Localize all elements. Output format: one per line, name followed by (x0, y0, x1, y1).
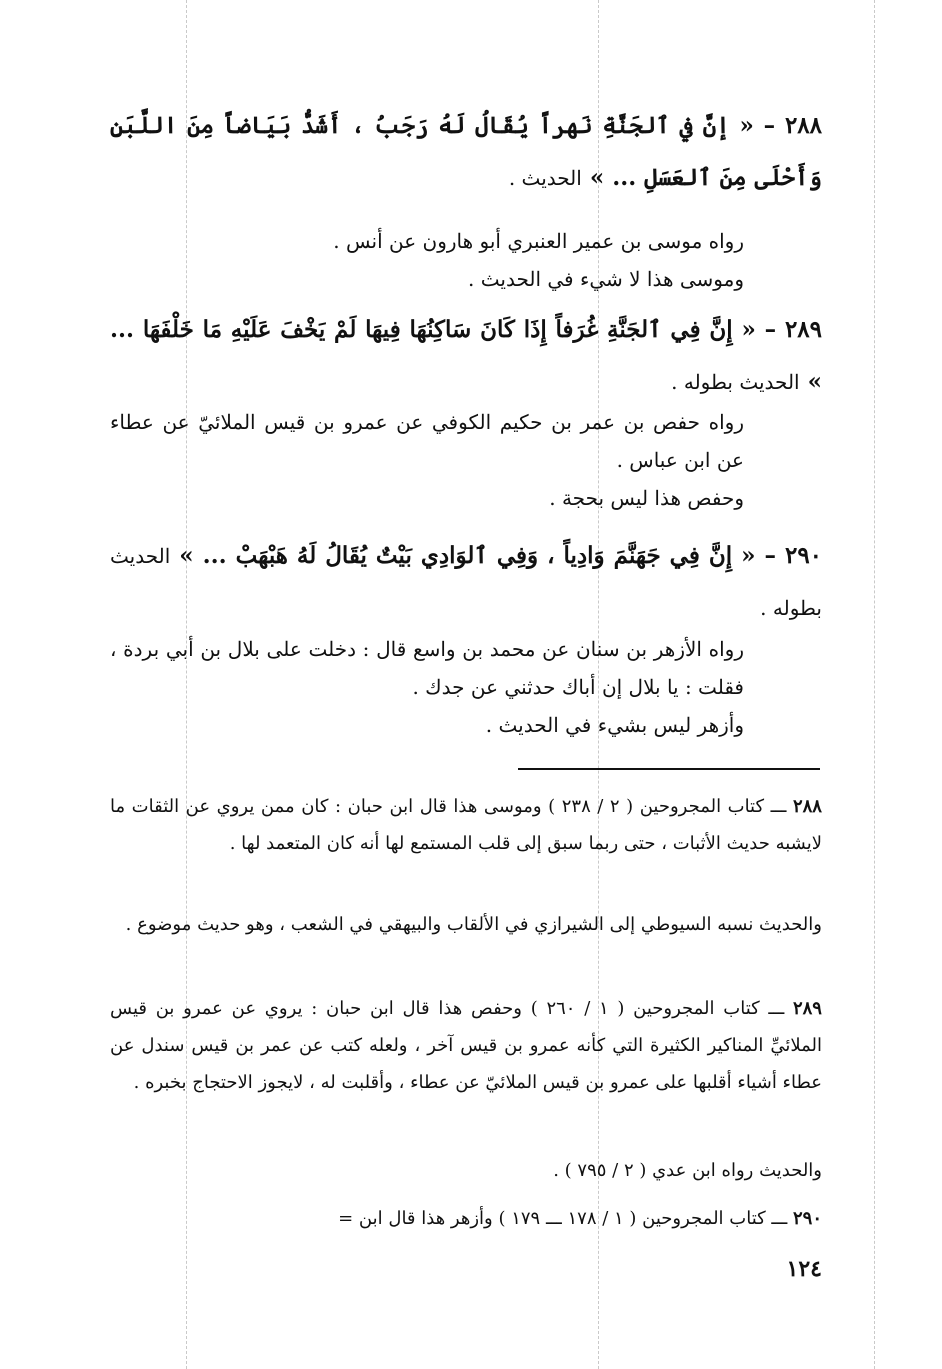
narration-290 (110, 630, 744, 744)
narration-line: رواه الأزهر بن سنان عن محمد بن واسع قال : دخلت على بلال بن أبي بردة ، فقلت : يا بلال إن أباك حدثني عن جدك . (110, 637, 744, 699)
page-number: ١٢٤ (786, 1256, 822, 1282)
footnote-number: ٢٨٩ (792, 998, 822, 1019)
footnote-text: ـــ كتاب المجروحين ( ١ / ٢٦٠ ) وحفص هذا قال ابن حبان : يروي عن عمرو بن قيس الملائيِّ المناكير الكثيرة التي كأنه عمرو بن قيس آخر ، ولعله كتب عن عمر بن قيس سندل عن عطاء أشياء أقلبها على عمرو بن قيس الملائيّ عن عطاء ، وأقلبت له ، لايجوز الاحتجاج بخبره . (110, 998, 822, 1093)
hadith-tail: الحديث بطوله . (671, 370, 800, 394)
footnote-288-extra (110, 906, 822, 943)
hadith-number: ٢٩٠ (784, 542, 823, 569)
narration-line: وموسى هذا لا شيء في الحديث . (468, 267, 744, 291)
footnote-text: ـــ كتاب المجروحين ( ٢ / ٢٣٨ ) وموسى هذا قال ابن حبان : كان ممن يروي عن الثقات ما لايشبه حديث الأثبات ، حتى ربما سبق إلى قلب المستمع لها أنه كان المتعمد لها . (110, 796, 822, 854)
footnote-number: ٢٨٨ (792, 796, 822, 817)
hadith-288: ٢٨٨ – « إنَّ في ٱلجَنَّةِ نَهراً يُقَالُ لَهُ رَجَبُ ، أَشَدُّ بَيَاضاً مِنَ اللَّبَنِ وَأَحْلَى مِنَ ٱلعَسَلِ ... » الحديث . (110, 112, 823, 191)
footnote-text: والحديث رواه ابن عدي ( ٢ / ٧٩٥ ) . (553, 1160, 822, 1181)
footnote-number: ٢٩٠ (792, 1208, 822, 1229)
narration-289 (110, 403, 744, 517)
scan-fold-line (874, 0, 875, 1369)
hadith-number: ٢٨٨ (784, 112, 823, 139)
narration-line: وحفص هذا ليس بحجة . (549, 486, 744, 510)
hadith-tail: الحديث . (508, 166, 582, 190)
footnote-text: ـــ كتاب المجروحين ( ١ / ١٧٨ ـــ ١٧٩ ) وأزهر هذا قال ابن = (338, 1208, 788, 1229)
hadith-text: « إِنَّ فِي جَهَنَّمَ وَادِياً ، وَفِي ٱلوَادِي بَيْتٌ يُقَالُ لَهُ هَبْهَبْ ... » (179, 542, 756, 569)
narration-line: وأزهر ليس بشيء في الحديث . (485, 713, 744, 737)
hadith-tail: الحديث بطوله . (110, 544, 822, 620)
narration-line: رواه حفص بن عمر بن حكيم الكوفي عن عمرو بن قيس الملائيّ عن عطاء عن ابن عباس . (110, 410, 744, 472)
hadith-text: « إنَّ في ٱلجَنَّةِ نَهراً يُقَالُ لَهُ رَجَبُ ، أَشَدُّ بَيَاضاً مِنَ اللَّبَنِ وَأَحْلَى مِنَ ٱلعَسَلِ ... » (110, 112, 822, 191)
footnote-289 (110, 990, 822, 1101)
narration-line: رواه موسى بن عمير العنبري أبو هارون عن أنس . (333, 229, 744, 253)
hadith-289: ٢٨٩ – « إِنَّ فِي ٱلجَنَّةِ غُرَفاً إِذَا كَانَ سَاكِنُهَا فِيهَا لَمْ يَخْفَ عَلَيْهِ مَا خَلْفَهَا ... » الحديث بطوله . (110, 316, 822, 395)
footnote-text: والحديث نسبه السيوطي إلى الشيرازي في الألقاب والبيهقي في الشعب ، وهو حديث موضوع . (125, 914, 822, 935)
hadith-text: « إِنَّ فِي ٱلجَنَّةِ غُرَفاً إِذَا كَانَ سَاكِنُهَا فِيهَا لَمْ يَخْفَ عَلَيْهِ مَا خَلْفَهَا ... » (110, 316, 822, 395)
hadith-number: ٢٨٩ (784, 316, 822, 343)
narration-288 (110, 222, 744, 298)
hadith-290: ٢٩٠ – « إِنَّ فِي جَهَنَّمَ وَادِياً ، وَفِي ٱلوَادِي بَيْتٌ يُقَالُ لَهُ هَبْهَبْ ... » الحديث بطوله . (110, 542, 823, 620)
footnote-290 (110, 1200, 822, 1237)
footnote-divider (518, 768, 820, 770)
footnote-289-extra (110, 1152, 822, 1189)
footnote-288 (110, 788, 822, 862)
